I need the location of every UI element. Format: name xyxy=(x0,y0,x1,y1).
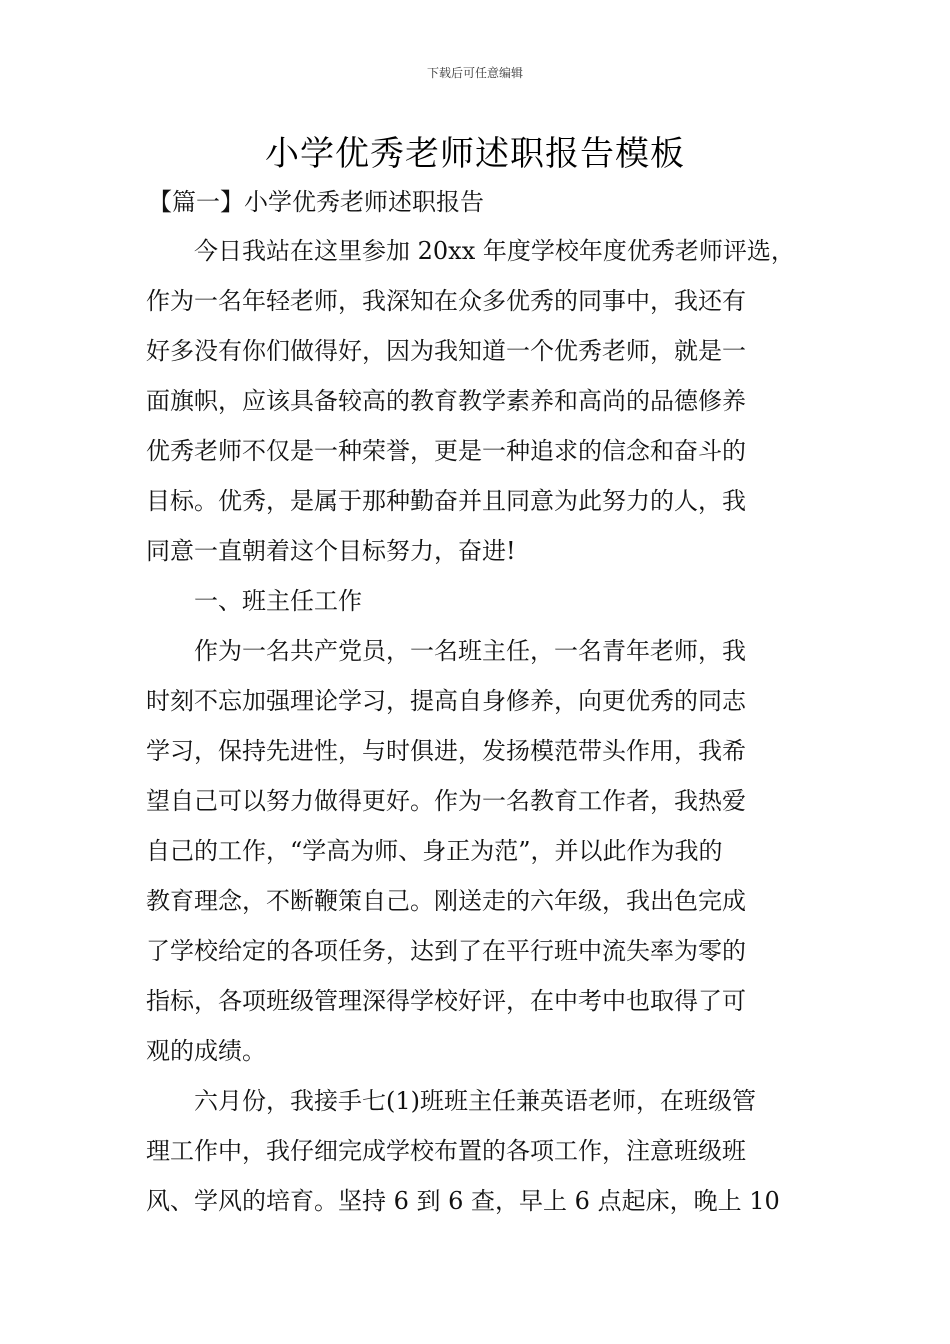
paragraph-line: 望自己可以努力做得更好。作为一名教育工作者，我热爱 xyxy=(146,787,746,815)
paragraph-line: 教育理念，不断鞭策自己。刚送走的六年级，我出色完成 xyxy=(146,887,746,915)
document-title: 小学优秀老师述职报告模板 xyxy=(265,134,685,174)
paragraph-line: 同意一直朝着这个目标努力，奋进! xyxy=(146,537,516,565)
paragraph-line: 时刻不忘加强理论学习，提高自身修养，向更优秀的同志 xyxy=(146,687,746,715)
paragraph-line: 优秀老师不仅是一种荣誉，更是一种追求的信念和奋斗的 xyxy=(146,437,746,465)
paragraph-line: 指标，各项班级管理深得学校好评，在中考中也取得了可 xyxy=(146,987,746,1015)
paragraph-line: 一、班主任工作 xyxy=(194,587,362,615)
paragraph-line: 六月份，我接手七(1)班班主任兼英语老师，在班级管 xyxy=(194,1087,756,1115)
paragraph-line: 理工作中，我仔细完成学校布置的各项工作，注意班级班 xyxy=(146,1137,746,1165)
paragraph-line: 了学校给定的各项任务，达到了在平行班中流失率为零的 xyxy=(146,937,746,965)
paragraph-line: 观的成绩。 xyxy=(146,1037,266,1065)
paragraph-line: 作为一名共产党员，一名班主任，一名青年老师，我 xyxy=(194,637,746,665)
paragraph xyxy=(146,576,816,626)
paragraph-line: 自己的工作，“学高为师、身正为范”，并以此作为我的 xyxy=(146,837,723,865)
paragraph-line: 面旗帜，应该具备较高的教育教学素养和高尚的品德修养 xyxy=(146,387,746,415)
document-body xyxy=(146,226,816,1226)
paragraph-line: 目标。优秀，是属于那种勤奋并且同意为此努力的人，我 xyxy=(146,487,746,515)
paragraph xyxy=(146,226,816,576)
paragraph-line: 今日我站在这里参加 20xx 年度学校年度优秀老师评选， xyxy=(194,237,795,265)
paragraph-line: 作为一名年轻老师，我深知在众多优秀的同事中，我还有 xyxy=(146,287,746,315)
paragraph xyxy=(146,626,816,1076)
section-heading: 【篇一】小学优秀老师述职报告 xyxy=(148,188,484,216)
paragraph xyxy=(146,1076,816,1226)
paragraph-line: 学习，保持先进性，与时俱进，发扬模范带头作用，我希 xyxy=(146,737,746,765)
paragraph-line: 好多没有你们做得好，因为我知道一个优秀老师，就是一 xyxy=(146,337,746,365)
paragraph-line: 风、学风的培育。坚持 6 到 6 查，早上 6 点起床，晚上 10 xyxy=(146,1187,780,1215)
header-note: 下载后可任意编辑 xyxy=(426,66,523,80)
